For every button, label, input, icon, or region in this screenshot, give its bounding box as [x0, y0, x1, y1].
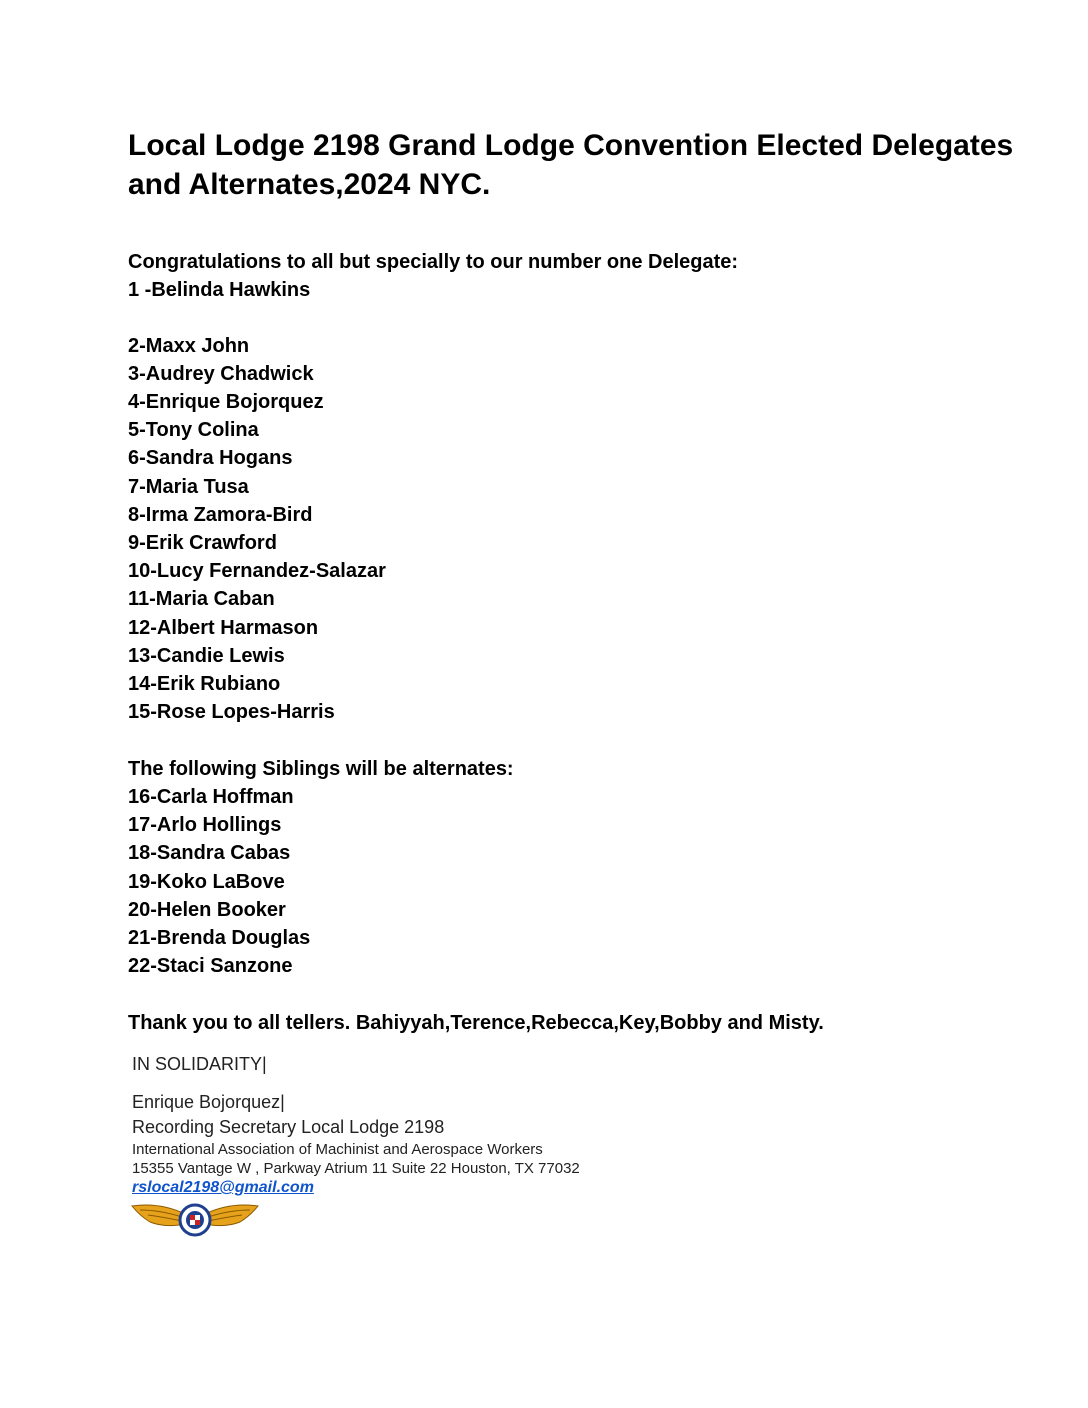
delegate-item: 11-Maria Caban	[128, 588, 275, 610]
congratulations-line: Congratulations to all but specially to our number one Delegate:	[128, 251, 739, 273]
signature-address: 15355 Vantage W , Parkway Atrium 11 Suite 22 Houston, TX 77032	[132, 1160, 580, 1177]
document-title: Local Lodge 2198 Grand Lodge Convention Elected Delegates and Alternates,2024 NYC.	[128, 129, 1014, 201]
alternate-item: 19-Koko LaBove	[128, 871, 285, 893]
first-delegate: 1 -Belinda Hawkins	[128, 279, 311, 301]
delegate-item: 14-Erik Rubiano	[128, 673, 281, 695]
delegate-item: 7-Maria Tusa	[128, 476, 249, 498]
alternate-item: 21-Brenda Douglas	[128, 927, 311, 949]
delegate-item: 15-Rose Lopes-Harris	[128, 701, 335, 723]
delegate-item: 2-Maxx John	[128, 335, 250, 357]
iam-winged-emblem-icon	[130, 1200, 260, 1240]
signature-email-link[interactable]: rslocal2198@gmail.com	[132, 1179, 314, 1196]
signature-closing: IN SOLIDARITY|	[132, 1054, 267, 1074]
delegate-item: 12-Albert Harmason	[128, 617, 319, 639]
delegate-item: 3-Audrey Chadwick	[128, 363, 314, 385]
alternates-heading: The following Siblings will be alternates:	[128, 758, 514, 780]
alternate-item: 16-Carla Hoffman	[128, 786, 294, 808]
signature-organization: International Association of Machinist and Aerospace Workers	[132, 1141, 543, 1158]
delegate-item: 5-Tony Colina	[128, 419, 259, 441]
signature-name: Enrique Bojorquez|	[132, 1092, 285, 1112]
delegate-item: 9-Erik Crawford	[128, 532, 277, 554]
alternate-item: 17-Arlo Hollings	[128, 814, 282, 836]
delegate-item: 13-Candie Lewis	[128, 645, 285, 667]
thanks-tellers-line: Thank you to all tellers. Bahiyyah,Terence,Rebecca,Key,Bobby and Misty.	[128, 1012, 824, 1034]
delegate-item: 6-Sandra Hogans	[128, 447, 293, 469]
alternate-item: 20-Helen Booker	[128, 899, 286, 921]
alternate-item: 22-Staci Sanzone	[128, 955, 293, 977]
alternate-item: 18-Sandra Cabas	[128, 842, 291, 864]
delegate-item: 10-Lucy Fernandez-Salazar	[128, 560, 386, 582]
signature-role: Recording Secretary Local Lodge 2198	[132, 1117, 445, 1137]
delegate-item: 4-Enrique Bojorquez	[128, 391, 324, 413]
delegate-item: 8-Irma Zamora-Bird	[128, 504, 313, 526]
